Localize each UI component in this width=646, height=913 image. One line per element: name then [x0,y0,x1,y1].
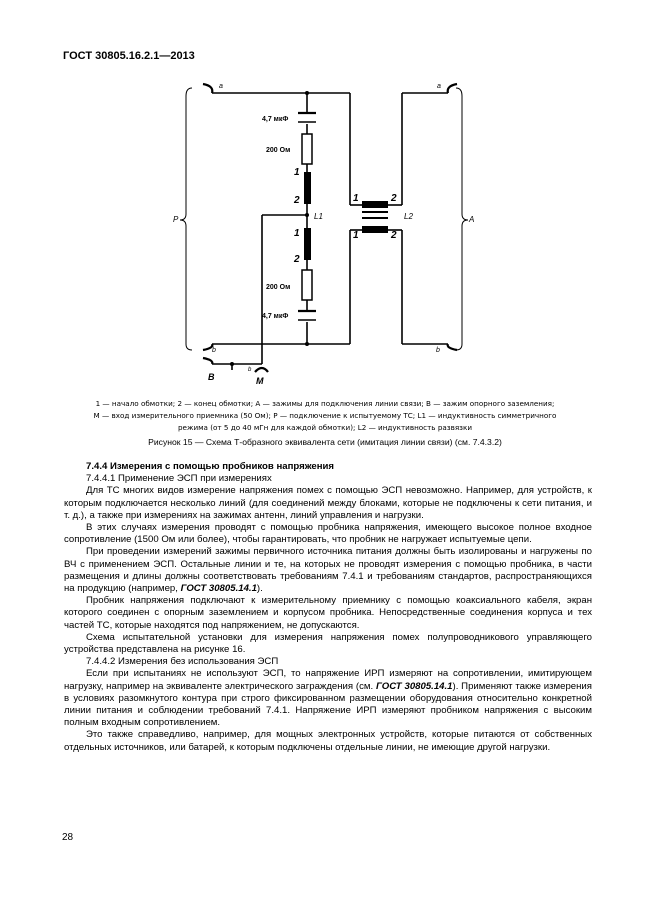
node-b-label: b [248,367,252,373]
legend-line: 1 — начало обмотки; 2 — конец обмотки; А — зажимы для подключения линии связи; В — зажим опорного заземления; [95,399,555,408]
winding-end-label: 2 [294,254,300,265]
paragraph: При проведении измерений зажимы первичного источника питания должны быть изолированы и нагружены по ВЧ с применением ЭСП. Остальные линии и те, на которых не проводят измерения с помощью пробника, в части размещения и длины должны соответствовать требованиям 7.4.1 и требованиям стандартов, распространяющихся на продукцию (например, ГОСТ 30805.14.1). [64,546,592,595]
l2-end-label: 2 [391,230,397,241]
l1-label: L1 [314,212,323,221]
terminal-a-right-label: a [437,83,441,90]
terminal-b-right-label: b [436,347,440,354]
b-ground-label: B [208,372,215,382]
terminal-b-left-label: b [212,347,216,354]
terminal-m [255,368,268,372]
paragraph: Схема испытательной установки для измерения напряжения помех полупроводникового управляющего устройства представлена на рисунке 16. [64,631,592,656]
page-number: 28 [62,832,74,843]
bracket-a [456,88,468,350]
terminal-b-node [203,358,212,364]
legend-line: режима (от 5 до 40 мГн для каждой обмотки); L2 — индуктивность развязки [177,423,473,432]
section-heading: 7.4.4 Измерения с помощью пробников напряжения [86,461,335,472]
l2-start-label: 1 [353,230,359,241]
terminal-b-right [448,344,457,350]
standard-reference: ГОСТ 30805.14.1 [376,680,453,692]
standard-reference: ГОСТ 30805.14.1 [180,583,257,595]
winding-start-label: 1 [294,228,300,239]
paragraph: Это также справедливо, например, для мощных электронных устройств, которые питаются от собственных отдельных источников, или батарей, к которым подключены отдельные линии, не имеющие другой нагрузки. [64,729,592,753]
paragraph: Для ТС многих видов измерение напряжения помех с помощью ЭСП невозможно. Например, для устройств, к которым подключается несколько линий (для соединений между блоками, которые не подключены к сети питания, и т. д.), а также при измерениях на зажимах антенн, линий управления и нагрузки. [64,485,592,521]
document-header: ГОСТ 30805.16.2.1—2013 [63,50,195,62]
paragraph: Если при испытаниях не используют ЭСП, то напряжение ИРП измеряют на сопротивлении, имитирующем нагрузку, например на эквиваленте электрического заграждения (см. ГОСТ 30805.14.1). Применяют также измерения в условиях разомкнутого контура при строго фиксированном размещении оборудования относительно конкретной линии питания и соблюдении требований 7.4.1. Напряжение ИРП измеряют пробником напряжения с высоким полным входным сопротивлением. [64,668,592,729]
winding-start-label: 1 [294,167,300,178]
terminal-a-left-label: a [219,83,223,90]
a-label: A [469,215,475,224]
subsection-heading: 7.4.4.1 Применение ЭСП при измерениях [86,473,272,485]
legend-line: М — вход измерительного приемника (50 Ом); Р — подключение к испытуемому ТС; L1 — индуктивность симметричного [93,411,557,420]
terminal-b-left [203,344,212,350]
cap-top-label: 4,7 мкФ [262,116,289,123]
paragraph: Пробник напряжения подключают к измерительному приемнику с помощью коаксиального кабеля, экран которого соединен с опорным заземлением и корпусом пробника. Непосредственные соединения корпуса и тех частей ТС, которые находятся под напряжением, не допускаются. [64,595,592,631]
l2-start-label: 1 [353,193,359,204]
t-network-schematic [0,0,646,400]
subsection-heading: 7.4.4.2 Измерения без использования ЭСП [86,656,279,668]
l2-end-label: 2 [391,193,397,204]
figure-legend [60,398,590,434]
figure-caption: Рисунок 15 — Схема Т-образного эквивалента сети (имитация линии связи) (см. 7.4.3.2) [148,437,502,447]
m-receiver-label: M [256,376,264,386]
res-top-label: 200 Ом [266,147,291,154]
p-label: P [173,215,179,224]
terminal-a-left [203,84,212,93]
winding-end-label: 2 [294,195,300,206]
paragraph: В этих случаях измерения проводят с помощью пробника напряжения, имеющего высокое полное входное сопротивление (1500 Ом или более), чтобы гарантировать, что пробник не нагружает испытуемые цепи. [64,522,592,546]
bracket-p [180,88,192,350]
l2-label: L2 [404,212,413,221]
body-text [64,461,592,754]
res-bot-label: 200 Ом [266,284,291,291]
terminal-a-right [448,84,457,93]
cap-bot-label: 4,7 мкФ [262,313,289,320]
